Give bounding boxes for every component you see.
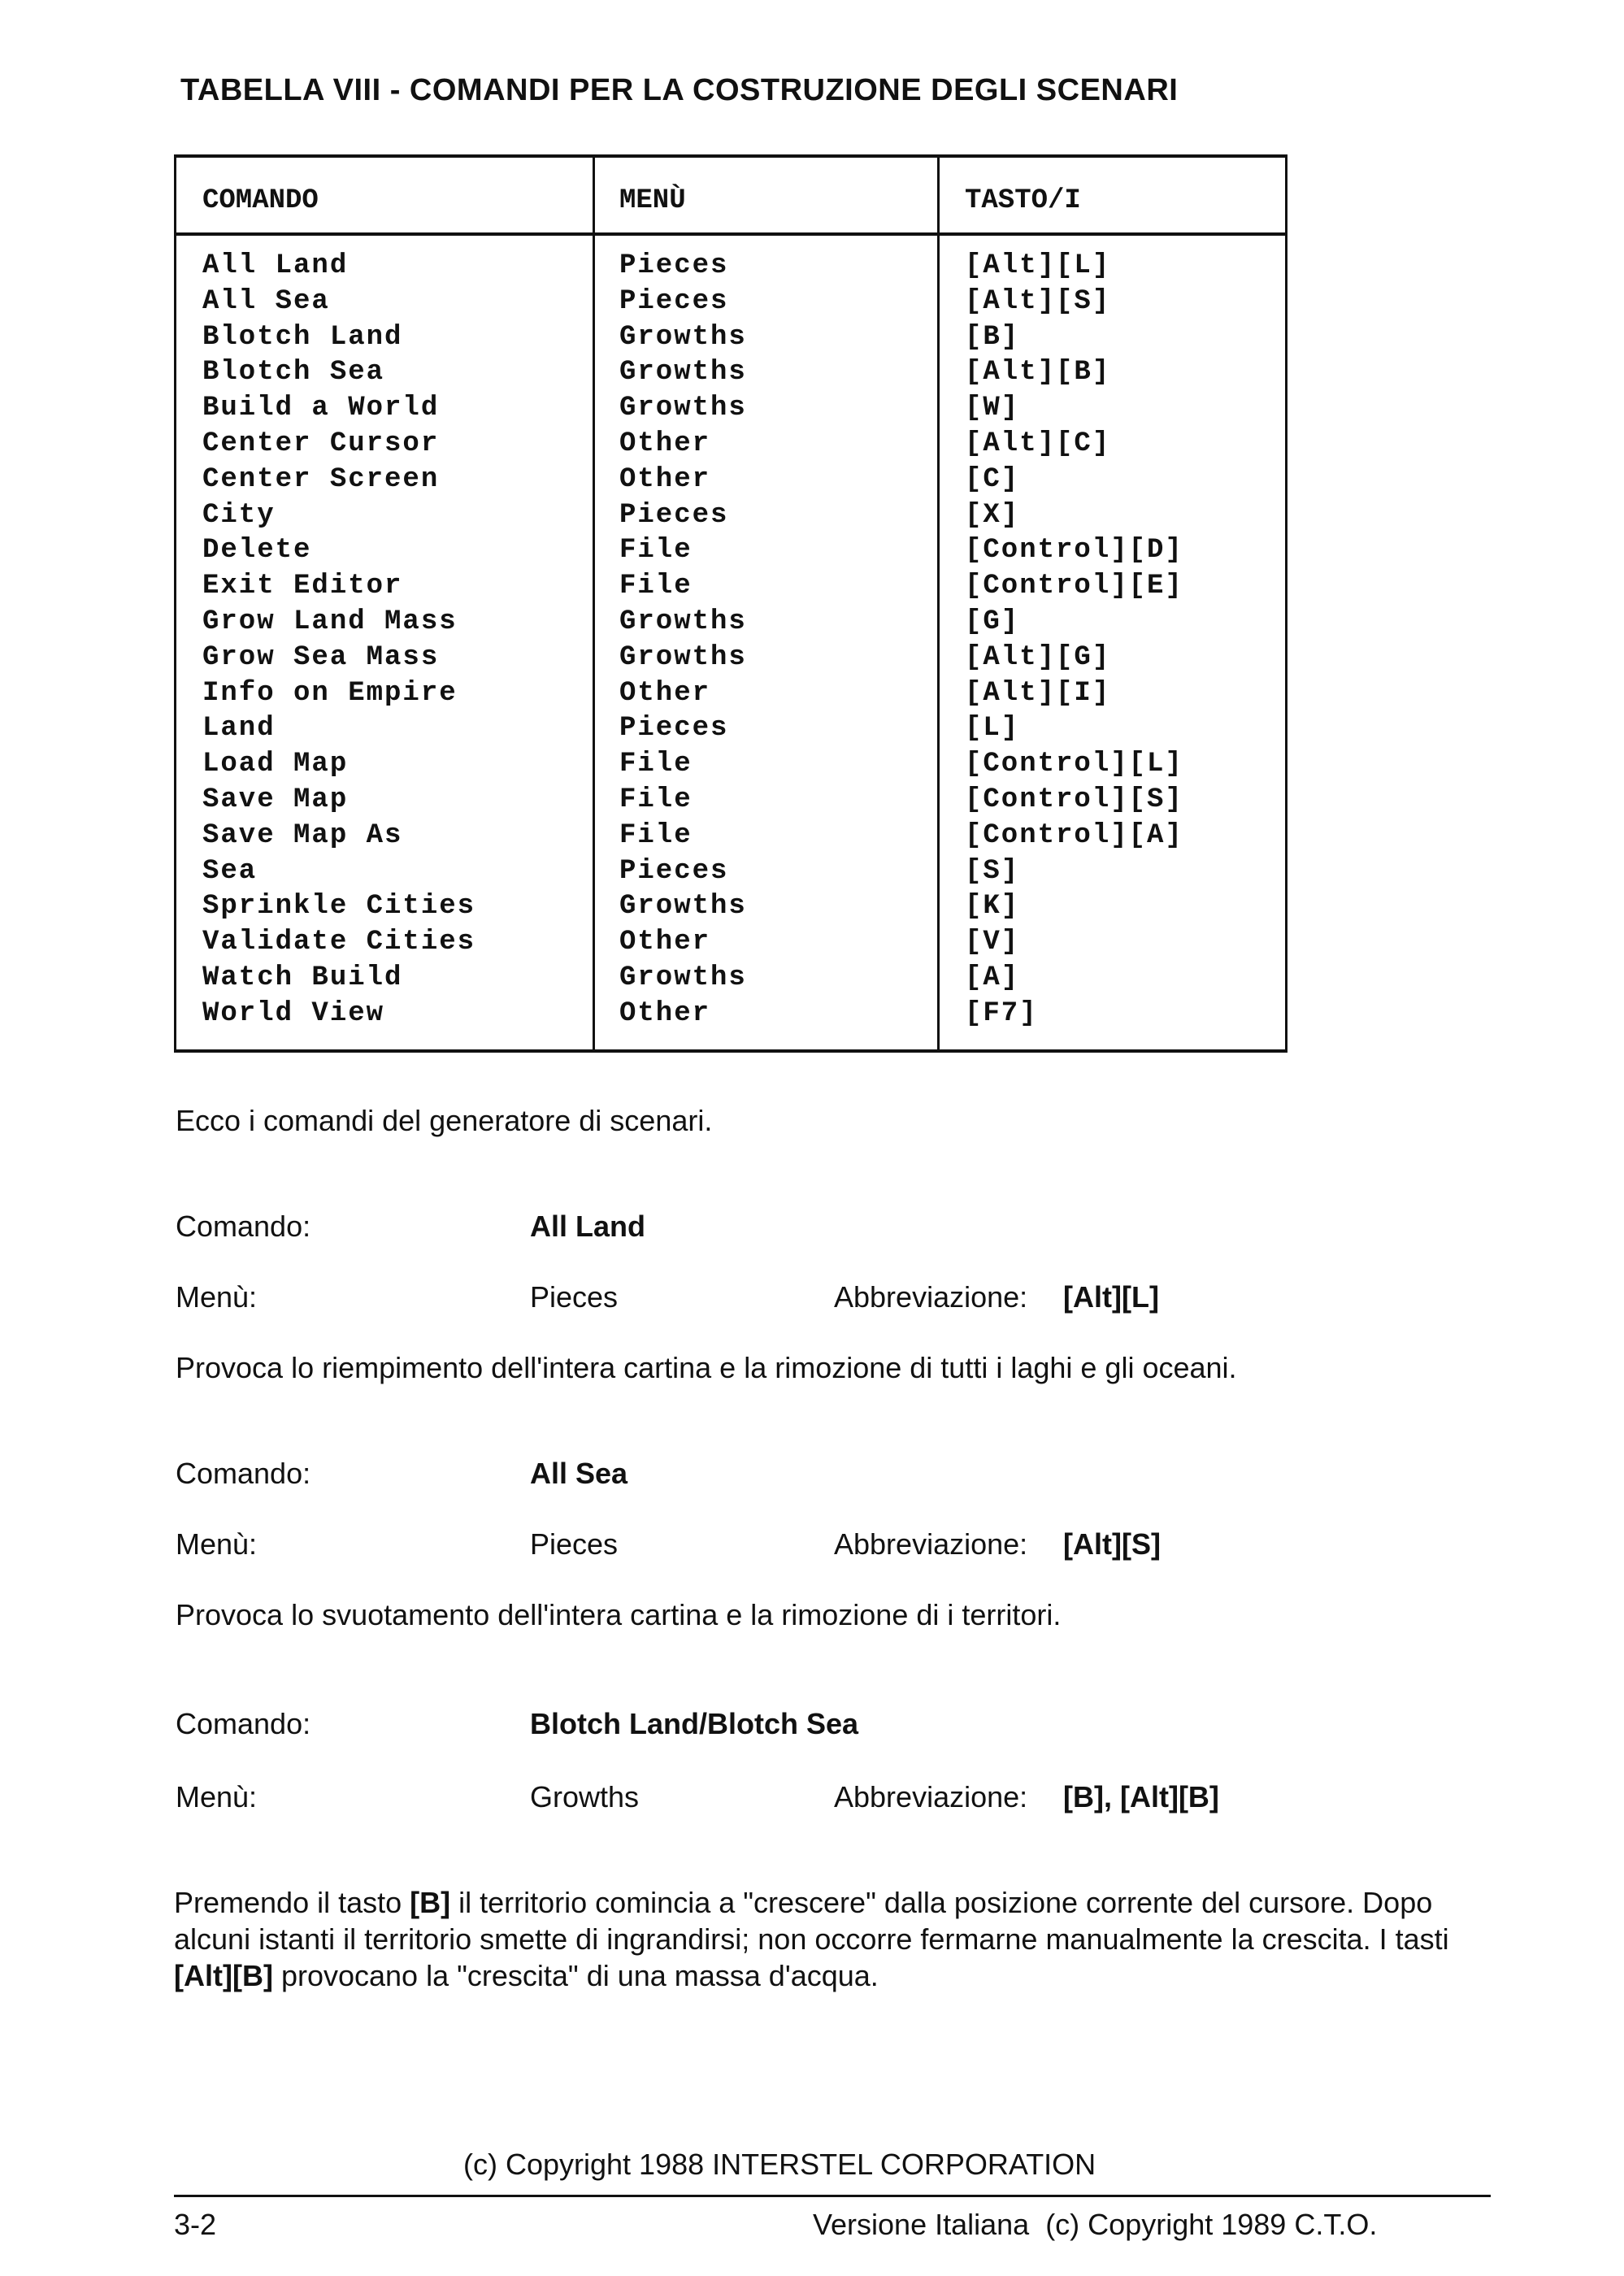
cell-menu: File [619, 819, 693, 851]
cell-menu: Pieces [619, 499, 729, 531]
original-copyright: (c) Copyright 1988 INTERSTEL CORPORATION [463, 2148, 1096, 2181]
cell-comando: Center Screen [202, 463, 440, 495]
table-row [176, 393, 1285, 428]
cell-comando: Center Cursor [202, 428, 440, 459]
cell-menu: Growths [619, 357, 747, 389]
abbreviazione-label: Abbreviazione: [834, 1527, 1028, 1561]
menu-value: Pieces [530, 1280, 619, 1314]
cell-tasto: [Alt][B] [965, 357, 1111, 389]
cell-menu: Other [619, 677, 711, 709]
comando-value: Blotch Land/Blotch Sea [530, 1707, 859, 1740]
cell-tasto: [Control][E] [965, 571, 1183, 602]
cell-tasto: [X] [965, 499, 1020, 531]
cell-comando: Delete [202, 535, 312, 567]
comando-value: All Land [530, 1210, 645, 1243]
menu-label: Menù: [176, 1527, 258, 1561]
cell-tasto: [S] [965, 855, 1020, 887]
table-row [176, 998, 1285, 1034]
cell-menu: Pieces [619, 713, 729, 745]
cell-menu: File [619, 571, 693, 602]
table-row [176, 464, 1285, 500]
key-label: [B] [410, 1886, 451, 1919]
comando-label: Comando: [176, 1210, 311, 1243]
command-description: Provoca lo riempimento dell'intera cartina e la rimozione di tutti i laghi e gli oceani. [176, 1351, 1237, 1384]
table-row [176, 286, 1285, 322]
cell-comando: World View [202, 997, 385, 1029]
cell-tasto: [B] [965, 321, 1020, 353]
cell-menu: Other [619, 463, 711, 495]
page-number: 3-2 [174, 2208, 217, 2241]
commands-table [174, 154, 1287, 1053]
table-row [176, 856, 1285, 892]
cell-comando: All Sea [202, 285, 330, 317]
cell-comando: Blotch Sea [202, 357, 385, 389]
cell-menu: Pieces [619, 285, 729, 317]
cell-menu: Growths [619, 606, 747, 637]
table-row [176, 322, 1285, 358]
menu-label: Menù: [176, 1280, 258, 1314]
cell-tasto: [Alt][I] [965, 677, 1111, 709]
cell-comando: Watch Build [202, 962, 403, 993]
cell-comando: Info on Empire [202, 677, 458, 709]
cell-menu: Growths [619, 393, 747, 424]
cell-menu: Other [619, 927, 711, 958]
cell-comando: Exit Editor [202, 571, 403, 602]
table-row [176, 678, 1285, 714]
table-row [176, 535, 1285, 571]
cell-tasto: [G] [965, 606, 1020, 637]
cell-comando: Validate Cities [202, 927, 476, 958]
cell-tasto: [Alt][C] [965, 428, 1111, 459]
table-row [176, 784, 1285, 820]
cell-tasto: [Alt][L] [965, 250, 1111, 281]
key-label: [Alt][B] [174, 1959, 273, 1992]
paragraph-text: Premendo il tasto [174, 1886, 410, 1919]
cell-tasto: [Control][S] [965, 784, 1183, 815]
cell-comando: Grow Sea Mass [202, 641, 440, 673]
abbreviazione-label: Abbreviazione: [834, 1280, 1028, 1314]
table-row [176, 749, 1285, 784]
abbreviazione-label: Abbreviazione: [834, 1780, 1028, 1813]
cell-tasto: [K] [965, 891, 1020, 923]
cell-menu: File [619, 749, 693, 780]
cell-menu: Growths [619, 321, 747, 353]
cell-tasto: [C] [965, 463, 1020, 495]
cell-comando: Save Map As [202, 819, 403, 851]
comando-label: Comando: [176, 1457, 311, 1490]
cell-menu: Other [619, 997, 711, 1029]
abbreviazione-value: [Alt][L] [1063, 1280, 1159, 1314]
comando-label: Comando: [176, 1707, 311, 1740]
table-row [176, 357, 1285, 393]
cell-tasto: [F7] [965, 997, 1038, 1029]
table-row [176, 820, 1285, 856]
paragraph-text: il territorio comincia a "crescere" dalla posizione corrente del cursore. Dopo alcuni istanti il territorio smette di ingrandirsi; non occorre fermarne manualmente la crescita. I tasti [174, 1886, 1449, 1956]
cell-comando: City [202, 499, 276, 531]
cell-tasto: [V] [965, 927, 1020, 958]
cell-menu: File [619, 784, 693, 815]
cell-comando: Load Map [202, 749, 349, 780]
cell-comando: Save Map [202, 784, 349, 815]
cell-tasto: [L] [965, 713, 1020, 745]
header-rule [176, 232, 1285, 236]
cell-comando: All Land [202, 250, 349, 281]
table-row [176, 713, 1285, 749]
cell-menu: Growths [619, 962, 747, 993]
abbreviazione-value: [Alt][S] [1063, 1527, 1161, 1561]
version-copyright: Versione Italiana (c) Copyright 1989 C.T.O. [813, 2208, 1378, 2241]
table-row [176, 642, 1285, 678]
menu-label: Menù: [176, 1780, 258, 1813]
abbreviazione-value: [B], [Alt][B] [1063, 1780, 1219, 1813]
cell-tasto: [A] [965, 962, 1020, 993]
cell-tasto: [Control][A] [965, 819, 1183, 851]
cell-menu: File [619, 535, 693, 567]
table-row [176, 428, 1285, 464]
cell-menu: Other [619, 428, 711, 459]
cell-comando: Grow Land Mass [202, 606, 458, 637]
command-description: Provoca lo svuotamento dell'intera cartina e la rimozione di i territori. [176, 1598, 1062, 1631]
table-body [176, 250, 1285, 1034]
footer-rule [174, 2195, 1491, 2197]
blotch-paragraph [174, 1884, 1491, 1994]
paragraph-text: provocano la "crescita" di una massa d'acqua. [272, 1959, 879, 1992]
header-tasto: TASTO/I [965, 185, 1081, 216]
intro-text: Ecco i comandi del generatore di scenari. [176, 1104, 713, 1137]
table-row [176, 571, 1285, 606]
page-title: TABELLA VIII - COMANDI PER LA COSTRUZIONE DEGLI SCENARI [180, 73, 1179, 107]
cell-comando: Land [202, 713, 276, 745]
cell-comando: Sea [202, 855, 258, 887]
cell-tasto: [W] [965, 393, 1020, 424]
table-row [176, 500, 1285, 536]
cell-menu: Growths [619, 641, 747, 673]
header-comando: COMANDO [202, 185, 319, 216]
cell-tasto: [Alt][S] [965, 285, 1111, 317]
cell-menu: Growths [619, 891, 747, 923]
table-row [176, 891, 1285, 927]
table-row [176, 606, 1285, 642]
cell-menu: Pieces [619, 250, 729, 281]
header-menu: MENÙ [619, 185, 686, 216]
table-row [176, 250, 1285, 286]
menu-value: Pieces [530, 1527, 619, 1561]
cell-tasto: [Alt][G] [965, 641, 1111, 673]
table-row [176, 962, 1285, 998]
cell-tasto: [Control][D] [965, 535, 1183, 567]
cell-tasto: [Control][L] [965, 749, 1183, 780]
cell-menu: Pieces [619, 855, 729, 887]
menu-value: Growths [530, 1780, 640, 1813]
cell-comando: Blotch Land [202, 321, 403, 353]
table-row [176, 927, 1285, 962]
cell-comando: Sprinkle Cities [202, 891, 476, 923]
comando-value: All Sea [530, 1457, 628, 1490]
cell-comando: Build a World [202, 393, 440, 424]
